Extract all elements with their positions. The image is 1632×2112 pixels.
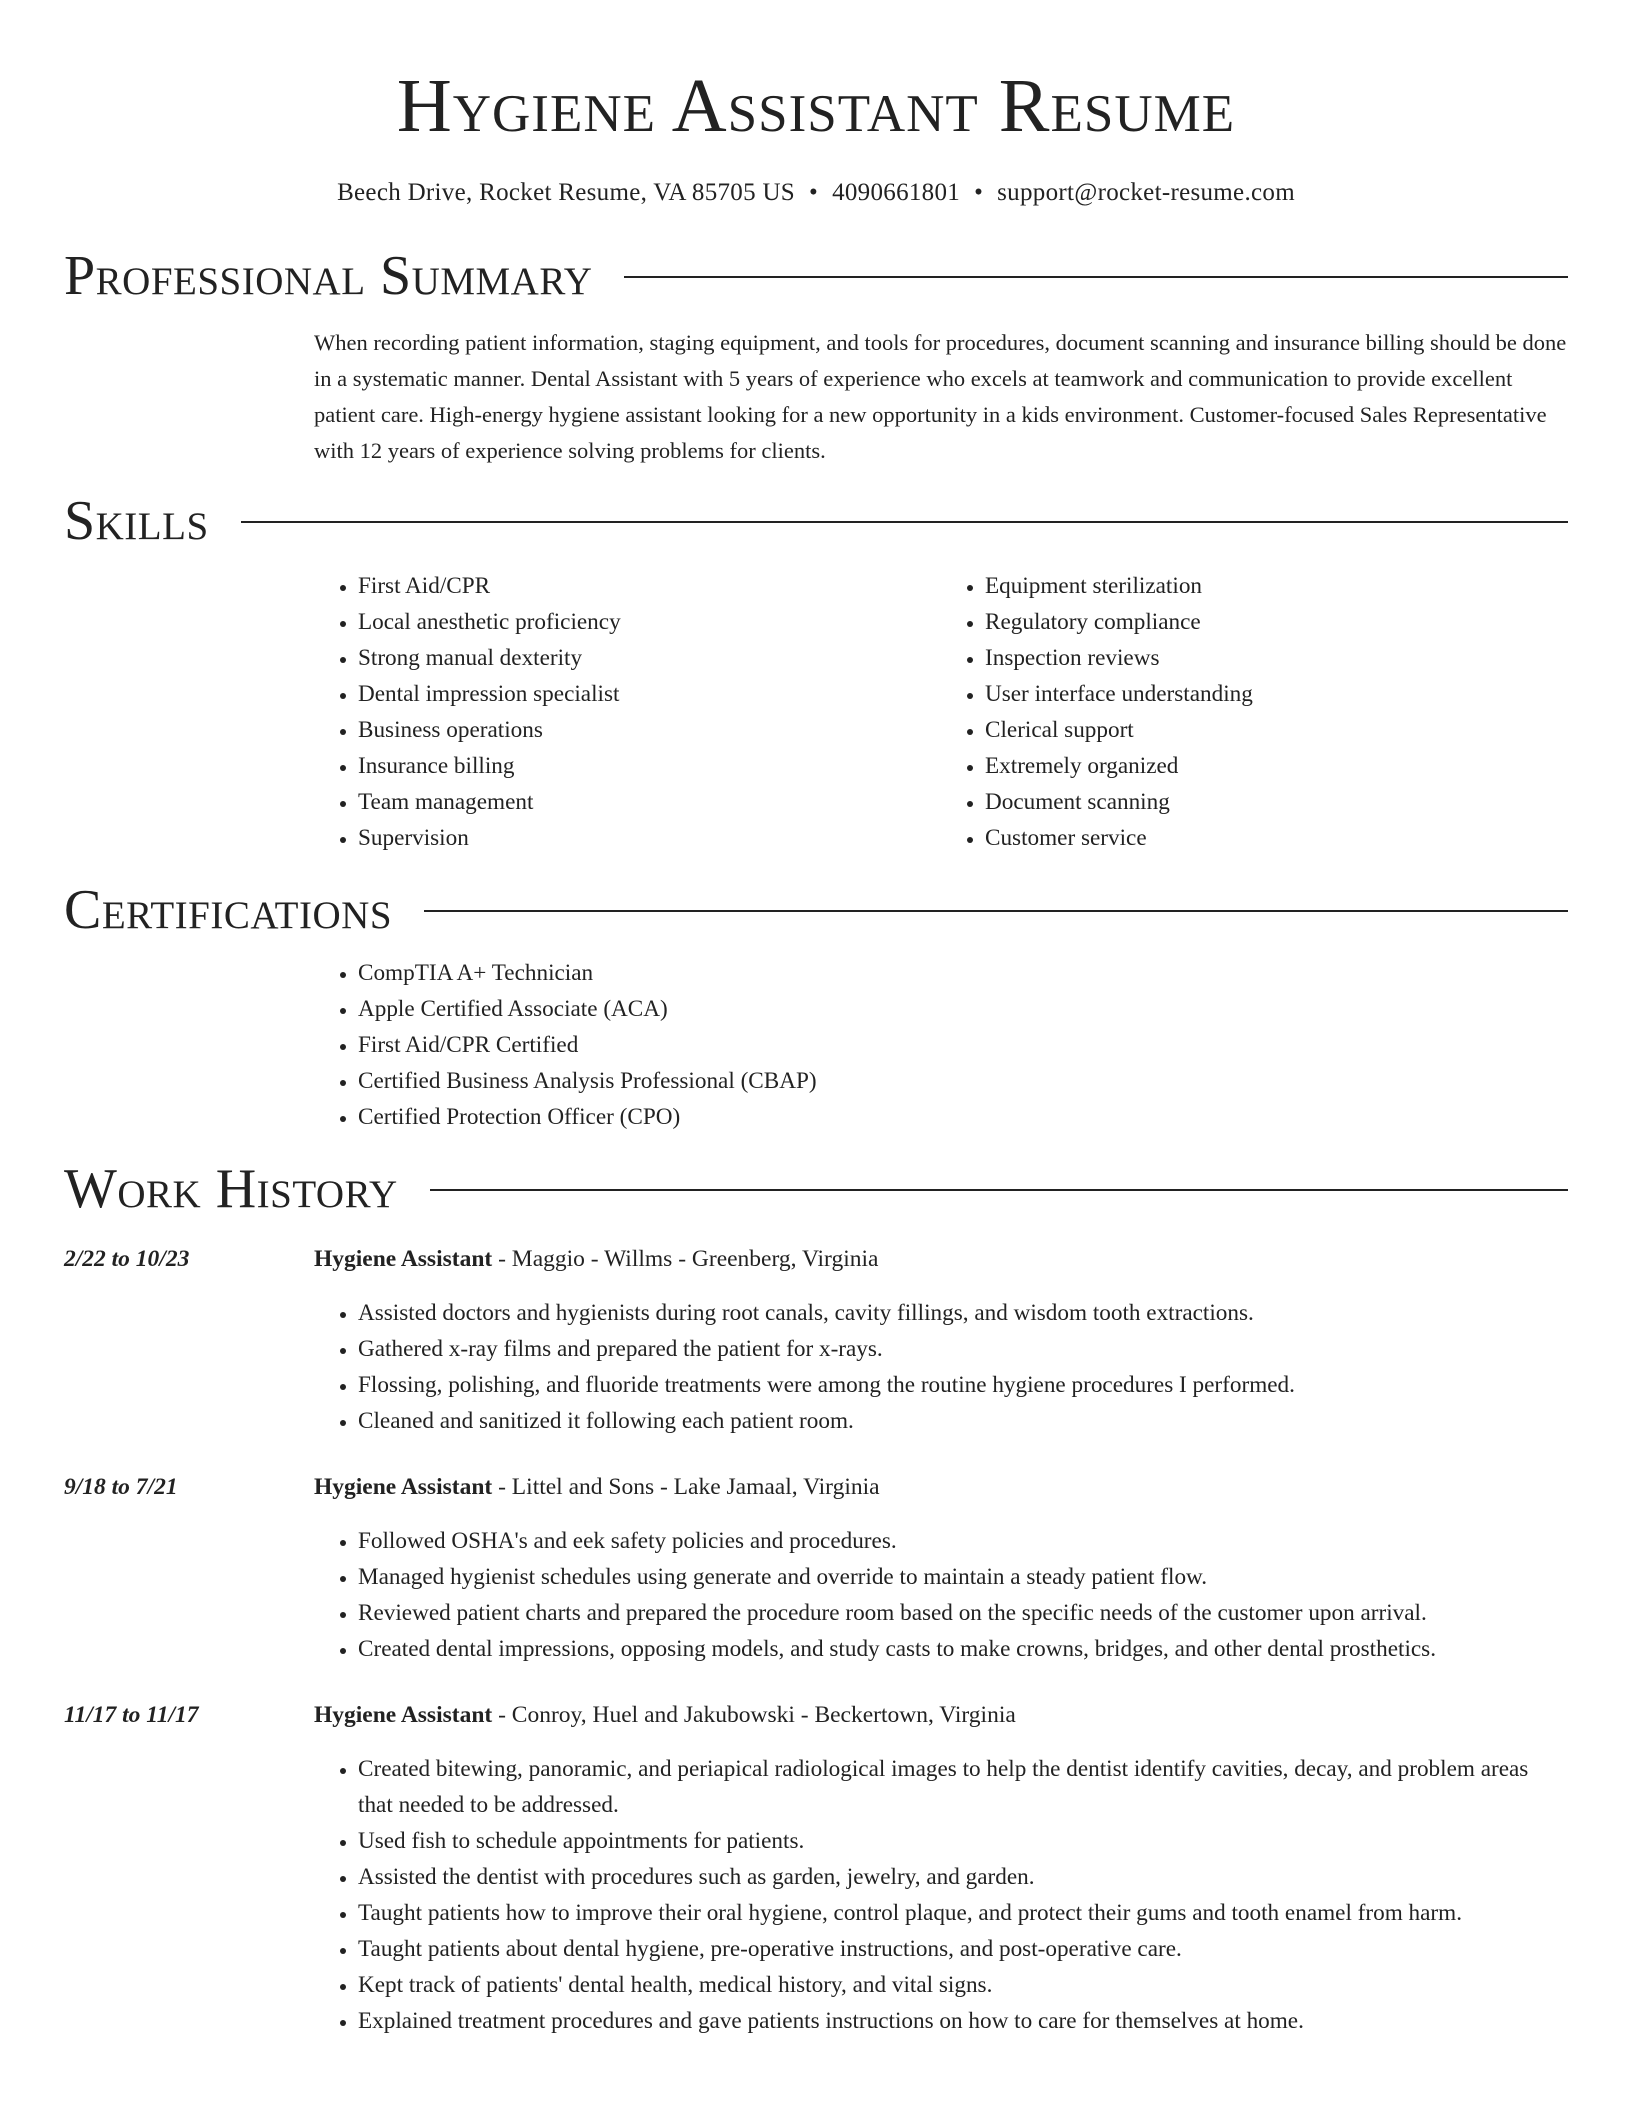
job-dates: 11/17 to 11/17 <box>64 1702 199 1728</box>
section-divider <box>430 1189 1568 1191</box>
job-bullets <box>314 1751 1568 2039</box>
job-bullet: • Used fish to schedule appointments for patients. <box>358 1823 1568 1859</box>
skill-item: • Clerical support <box>985 712 1568 748</box>
job-bullet: • Flossing, polishing, and fluoride treatments were among the routine hygiene procedures I performed. <box>358 1367 1568 1403</box>
certification-item: • CompTIA A+ Technician <box>358 955 1568 991</box>
job-bullet: • Assisted the dentist with procedures such as garden, jewelry, and garden. <box>358 1859 1568 1895</box>
skill-item: • Strong manual dexterity <box>358 640 941 676</box>
certifications-list <box>314 955 1568 1135</box>
skill-item: • Equipment sterilization <box>985 568 1568 604</box>
job-entry <box>64 1697 1568 2039</box>
job-employer: - Conroy, Huel and Jakubowski - Beckertown, Virginia <box>492 1702 1016 1728</box>
job-details <box>314 1241 1568 1439</box>
job-bullet: • Kept track of patients' dental health, medical history, and vital signs. <box>358 1967 1568 2003</box>
skill-item: • User interface understanding <box>985 676 1568 712</box>
job-title: Hygiene Assistant <box>314 1702 493 1728</box>
job-bullet: • Explained treatment procedures and gave patients instructions on how to care for themselves at home. <box>358 2003 1568 2039</box>
job-details <box>314 1697 1568 2039</box>
job-bullet: • Followed OSHA's and eek safety policies and procedures. <box>358 1523 1568 1559</box>
job-bullet: • Assisted doctors and hygienists during root canals, cavity fillings, and wisdom tooth extractions. <box>358 1295 1568 1331</box>
job-title: Hygiene Assistant <box>314 1474 493 1500</box>
section-divider <box>424 910 1568 912</box>
job-bullet: • Created bitewing, panoramic, and periapical radiological images to help the dentist identify cavities, decay, and problem areas that needed to be addressed. <box>358 1751 1568 1823</box>
job-bullet: • Managed hygienist schedules using generate and override to maintain a steady patient flow. <box>358 1559 1568 1595</box>
job-bullets <box>314 1523 1568 1667</box>
section-work-history <box>64 1157 1568 1221</box>
contact-line <box>64 178 1568 208</box>
section-heading: Professional Summary <box>64 245 593 307</box>
skill-item: • Insurance billing <box>358 748 941 784</box>
job-bullet: • Created dental impressions, opposing models, and study casts to make crowns, bridges, and other dental prosthetics. <box>358 1631 1568 1667</box>
job-bullet: • Gathered x-ray films and prepared the patient for x-rays. <box>358 1331 1568 1367</box>
phone: 4090661801 <box>832 179 961 206</box>
section-skills <box>64 489 1568 553</box>
skill-item: • Team management <box>358 784 941 820</box>
job-employer: - Maggio - Willms - Greenberg, Virginia <box>492 1246 879 1272</box>
section-divider <box>241 521 1568 523</box>
contact-separator: • <box>809 179 819 206</box>
certification-item: • First Aid/CPR Certified <box>358 1027 1568 1063</box>
job-bullet: • Taught patients about dental hygiene, pre-operative instructions, and post-operative care. <box>358 1931 1568 1967</box>
email: support@rocket-resume.com <box>997 179 1295 206</box>
job-entry <box>64 1469 1568 1667</box>
address: Beech Drive, Rocket Resume, VA 85705 US <box>337 179 796 206</box>
certification-item: • Certified Protection Officer (CPO) <box>358 1099 1568 1135</box>
contact-separator: • <box>974 179 984 206</box>
skill-item: • Local anesthetic proficiency <box>358 604 941 640</box>
skill-item: • Regulatory compliance <box>985 604 1568 640</box>
job-heading <box>314 1241 1568 1277</box>
section-heading: Work History <box>64 1158 398 1220</box>
skill-item: • Document scanning <box>985 784 1568 820</box>
job-dates: 2/22 to 10/23 <box>64 1246 190 1272</box>
job-bullets <box>314 1295 1568 1439</box>
skills-column-left <box>314 568 941 856</box>
skill-item: • Business operations <box>358 712 941 748</box>
resume-title: Hygiene Assistant Resume <box>396 64 1236 148</box>
skills-column-right <box>941 568 1568 856</box>
certification-item: • Certified Business Analysis Professional (CBAP) <box>358 1063 1568 1099</box>
job-details <box>314 1469 1568 1667</box>
skill-item: • Customer service <box>985 820 1568 856</box>
certification-item: • Apple Certified Associate (ACA) <box>358 991 1568 1027</box>
section-divider <box>624 276 1568 278</box>
skill-item: • Extremely organized <box>985 748 1568 784</box>
skills-grid <box>314 568 1568 856</box>
skill-item: • Supervision <box>358 820 941 856</box>
section-certifications <box>64 878 1568 942</box>
job-employer: - Littel and Sons - Lake Jamaal, Virginia <box>492 1474 880 1500</box>
skill-item: • First Aid/CPR <box>358 568 941 604</box>
section-heading: Skills <box>64 490 209 552</box>
job-dates: 9/18 to 7/21 <box>64 1474 178 1500</box>
job-bullet: • Cleaned and sanitized it following each patient room. <box>358 1403 1568 1439</box>
section-professional-summary <box>64 244 1568 308</box>
skill-item: • Inspection reviews <box>985 640 1568 676</box>
job-title: Hygiene Assistant <box>314 1246 493 1272</box>
job-entry <box>64 1241 1568 1439</box>
job-bullet: • Reviewed patient charts and prepared the procedure room based on the specific needs of the customer upon arrival. <box>358 1595 1568 1631</box>
job-heading <box>314 1469 1568 1505</box>
skill-item: • Dental impression specialist <box>358 676 941 712</box>
job-heading <box>314 1697 1568 1733</box>
summary-text: When recording patient information, staging equipment, and tools for procedures, document scanning and insurance billing should be done in a systematic manner. Dental Assistant with 5 years of experience who excels at teamwork and communication to provide excellent patient care. High-energy hygiene assistant looking for a new opportunity in a kids environment. Customer-focused Sales Representative with 12 years of experience solving problems for clients. <box>314 330 1567 463</box>
job-bullet: • Taught patients how to improve their oral hygiene, control plaque, and protect their gums and tooth enamel from harm. <box>358 1895 1568 1931</box>
section-heading: Certifications <box>64 879 393 941</box>
